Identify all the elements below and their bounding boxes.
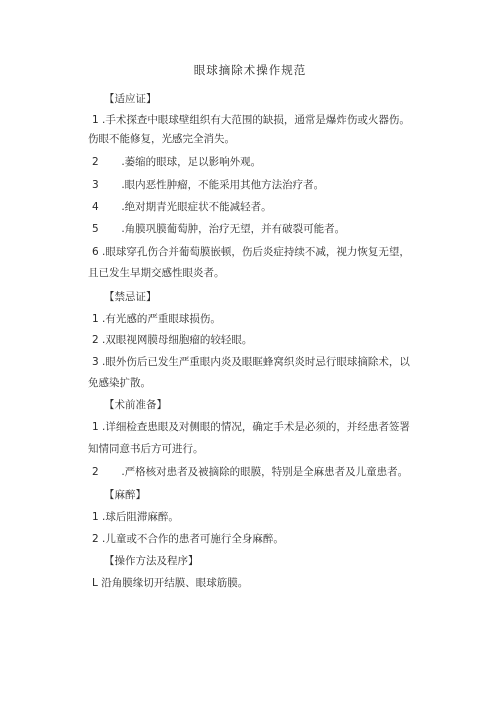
- section-heading-contraindications: 【禁忌证】: [104, 291, 157, 303]
- item-number: 2: [92, 156, 99, 168]
- section-heading-preparation: 【术前准备】: [104, 399, 167, 411]
- list-item: [92, 113, 410, 127]
- item-text: .手术探查中眼球壁组织有大范围的缺损，通常是爆炸伤或火器伤。: [102, 114, 410, 126]
- item-number: L: [92, 577, 98, 589]
- item-text: .严格核对患者及被摘除的眼膜，特别是全麻患者及儿童患者。: [121, 466, 409, 478]
- item-text: .眼内恶性肿瘤，不能采用其他方法治疗者。: [121, 179, 325, 191]
- item-text: .眼球穿孔伤合并葡萄膜嵌顿，伤后炎症持续不减，视力恢复无望，: [102, 246, 410, 258]
- item-number: 1: [92, 313, 99, 325]
- section-heading-indications: 【适应证】: [104, 93, 157, 105]
- item-continuation: 知情同意书后方可进行。: [88, 443, 204, 455]
- item-text: .绝对期青光眼症状不能减轻者。: [121, 201, 272, 213]
- item-number: 2: [92, 334, 99, 346]
- item-number: 5: [92, 223, 99, 235]
- list-item: [92, 312, 221, 326]
- item-text: .有光感的严重眼球损伤。: [102, 313, 221, 325]
- item-number: 3: [92, 179, 99, 191]
- list-item: [92, 200, 272, 214]
- list-item: [92, 420, 410, 434]
- section-heading-procedure: 【操作方法及程序】: [104, 555, 199, 567]
- item-number: 4: [92, 201, 99, 213]
- list-item: [92, 355, 410, 369]
- list-item: [92, 576, 248, 590]
- item-text: .眼外伤后已发生严重眼内炎及眼眶蜂窝织炎时忌行眼球摘除术，以: [102, 356, 410, 368]
- list-item: [92, 510, 179, 524]
- item-number: 2: [92, 533, 99, 545]
- list-item: [92, 465, 408, 479]
- item-continuation: 且已发生早期交感性眼炎者。: [88, 267, 225, 279]
- item-text: .详细检查患眼及对侧眼的情况，确定手术是必须的，并经患者签署: [102, 421, 410, 433]
- document-title: 眼球摘除术操作规范: [193, 63, 307, 77]
- item-number: 3: [92, 356, 99, 368]
- item-number: 1: [92, 114, 99, 126]
- item-text: .双眼视网膜母细胞瘤的较轻眼。: [102, 334, 253, 346]
- item-text: .萎缩的眼球，足以影响外观。: [121, 156, 262, 168]
- list-item: [92, 155, 261, 169]
- list-item: [92, 333, 252, 347]
- item-text: .角膜巩膜葡萄肿，治疗无望，并有破裂可能者。: [121, 223, 346, 235]
- item-text: 沿角膜缘切开结膜、眼球筋膜。: [101, 577, 249, 589]
- item-text: .球后阻滞麻醉。: [102, 511, 179, 523]
- item-number: 1: [92, 421, 99, 433]
- item-number: 2: [92, 466, 99, 478]
- item-continuation: 免感染扩散。: [88, 377, 151, 389]
- list-item: [92, 222, 345, 236]
- item-text: .儿童或不合作的患者可施行全身麻醉。: [102, 533, 284, 545]
- list-item: [92, 178, 324, 192]
- item-continuation: 伤眼不能修复，光感完全消失。: [88, 133, 235, 145]
- item-number: 1: [92, 511, 99, 523]
- list-item: [92, 245, 410, 259]
- section-heading-anesthesia: 【麻醉】: [104, 489, 146, 501]
- item-number: 6: [92, 246, 99, 258]
- list-item: [92, 532, 284, 546]
